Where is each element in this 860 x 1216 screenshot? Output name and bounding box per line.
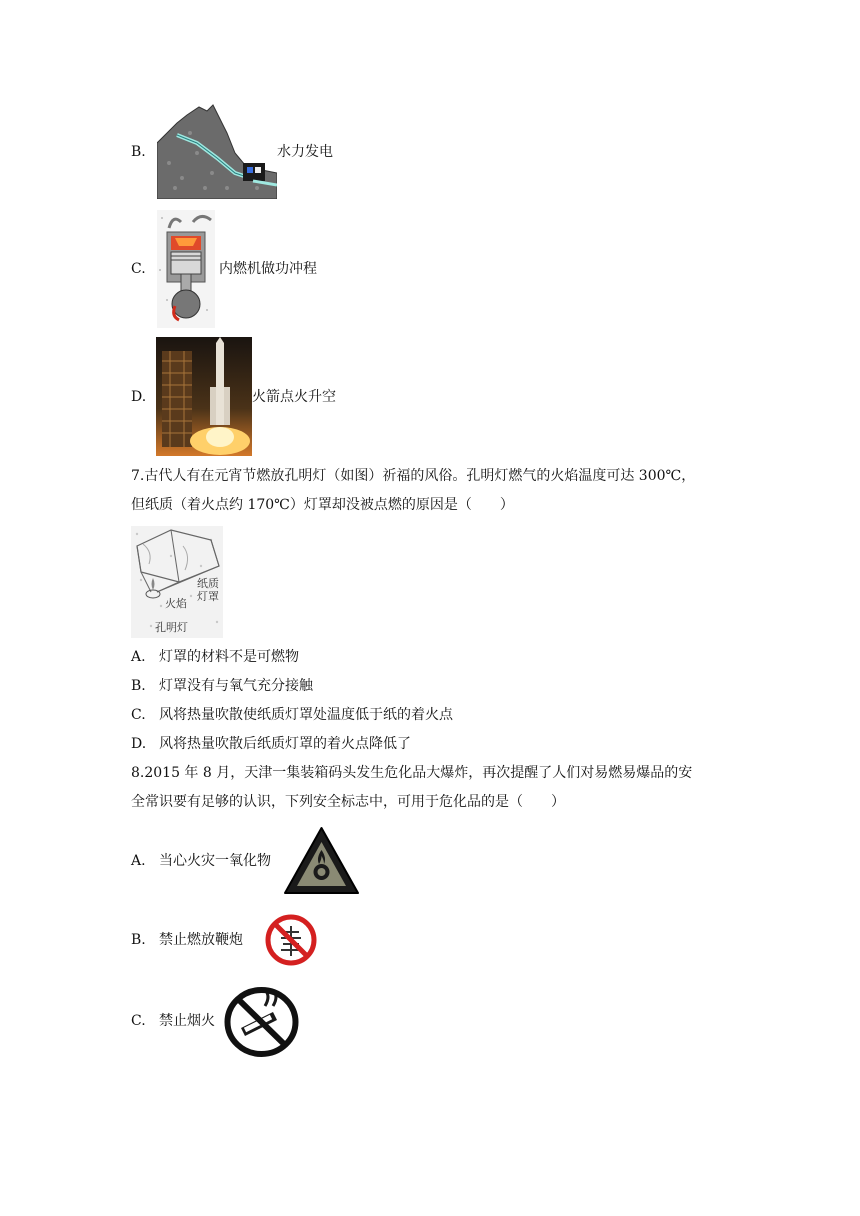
oxidizer-warning-sign xyxy=(283,826,360,896)
option-letter: B. xyxy=(131,678,146,694)
option-letter: C. xyxy=(131,261,146,277)
question-stem-line-2: 全常识要有足够的认识，下列安全标志中，可用于危化品的是（ ） xyxy=(131,794,565,810)
option-letter: C. xyxy=(131,707,146,723)
option-letter: B. xyxy=(131,144,146,160)
option-text: 灯罩的材料不是可燃物 xyxy=(159,649,299,665)
option-letter: B. xyxy=(131,932,146,948)
engine-piston-image xyxy=(157,210,215,328)
q7-option-d xyxy=(131,734,411,754)
option-text: 水力发电 xyxy=(277,144,333,160)
option-text: 风将热量吹散后纸质灯罩的着火点降低了 xyxy=(159,736,411,752)
figure-label-flame: 火焰 xyxy=(165,597,187,610)
option-text: 火箭点火升空 xyxy=(252,389,336,405)
q7-option-a xyxy=(131,647,299,667)
question-stem-line-2: 但纸质（着火点约 170℃）灯罩却没被点燃的原因是（ ） xyxy=(131,497,514,513)
option-text: 当心火灾一氧化物 xyxy=(159,853,271,869)
q7-option-c xyxy=(131,705,453,725)
figure-label-shade: 灯罩 xyxy=(197,590,219,603)
option-letter: D. xyxy=(131,389,147,405)
no-smoking-sign xyxy=(221,984,302,1060)
option-letter: D. xyxy=(131,736,147,752)
hydro-power-image xyxy=(157,103,277,199)
option-text: 禁止烟火 xyxy=(159,1013,215,1029)
question-stem-line-1: 7.古代人有在元宵节燃放孔明灯（如图）祈福的风俗。孔明灯燃气的火焰温度可达 300℃， xyxy=(131,468,696,484)
figure-label-paper: 纸质 xyxy=(197,577,219,590)
no-firecrackers-sign xyxy=(263,912,319,968)
option-letter: A. xyxy=(131,649,146,665)
kongming-lantern-image xyxy=(131,526,223,638)
question-stem-line-1: 8.2015 年 8 月，天津一集装箱码头发生危化品大爆炸，再次提醒了人们对易燃易爆品的安 xyxy=(131,765,693,781)
q7-option-b xyxy=(131,676,313,696)
option-text: 灯罩没有与氧气充分接触 xyxy=(159,678,313,694)
option-text: 内燃机做功冲程 xyxy=(219,261,317,277)
figure-label-lamp: 孔明灯 xyxy=(155,621,188,634)
option-text: 风将热量吹散使纸质灯罩处温度低于纸的着火点 xyxy=(159,707,453,723)
option-text: 禁止燃放鞭炮 xyxy=(159,932,243,948)
option-letter: A. xyxy=(131,853,146,869)
option-letter: C. xyxy=(131,1013,146,1029)
rocket-launch-image xyxy=(156,337,252,456)
